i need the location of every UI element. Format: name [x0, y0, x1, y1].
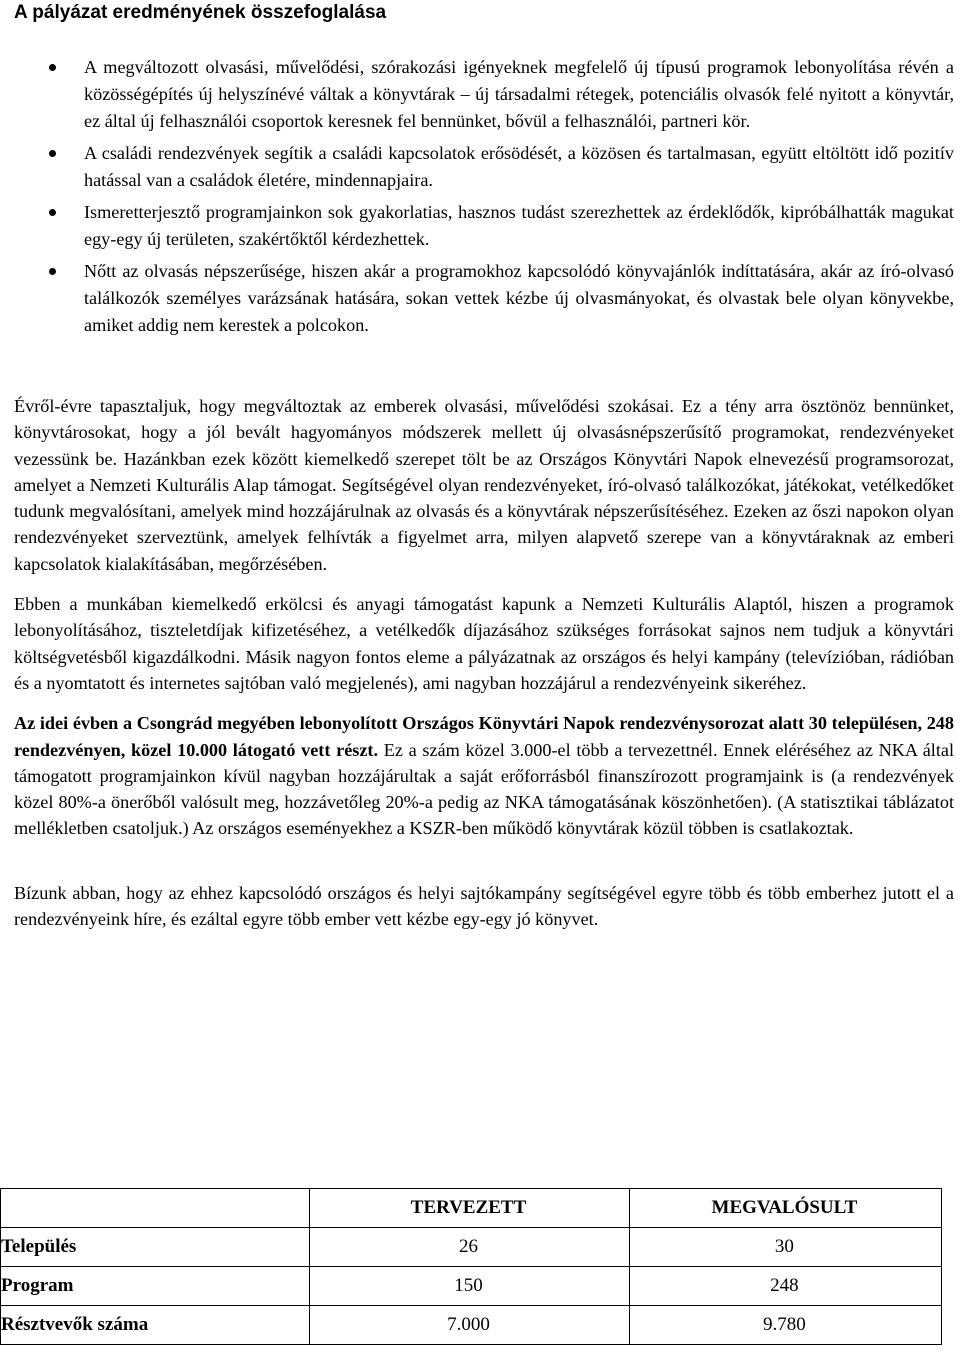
bullet-dot-icon: [49, 64, 56, 71]
table-cell: 30: [629, 1228, 941, 1267]
list-item: [14, 54, 954, 135]
list-item: [14, 258, 954, 339]
paragraph-csongrad-results: [14, 710, 954, 841]
table-header-cell: TERVEZETT: [310, 1189, 630, 1228]
results-bullet-list: [14, 54, 954, 339]
results-highlight: Az idei évben a Csongrád megyében lebonyolított Országos Könyvtári Napok rendezvénysorozat alatt 30 településen, 248 rendezvényen, közel 10.000 látogató vett részt.: [14, 713, 954, 760]
results-detail: Ez a szám közel 3.000-el több a tervezettnél. Ennek eléréséhez az NKA által támogatott programjainkon kívül nagyban hozzájárultak a saját erőforrásból finanszírozott programjaink is (a rendezvények közel 80%-a önerőből valósult meg, hozzávetőleg 20%-a pedig az NKA támogatásának köszönhetően). (A statisztikai táblázatot mellékletben csatoljuk.) Az országos eseményekhez a KSZR-ben működő könyvtárak közül többen is csatlakoztak.: [14, 739, 954, 839]
bullet-text: A megváltozott olvasási, művelődési, szórakozási igényeknek megfelelő új típusú programok lebonyolítása révén a közösségépítés új helyszínévé váltak a könyvtárak – új társadalmi rétegek, potenciális olvasók felé nyitott a könyvtár, ez által új felhasználói csoportok keresnek fel bennünket, bővül a felhasználói, partneri kör.: [84, 57, 954, 131]
paragraph-press-campaign: Bízunk abban, hogy az ehhez kapcsolódó országos és helyi sajtókampány segítségével egyre több és több emberhez jutott el a rendezvényeink híre, és ezáltal egyre több ember vett kézbe egy-egy jó könyvet.: [14, 882, 954, 930]
table-cell: 9.780: [629, 1306, 941, 1345]
paragraph-nka-support: Ebben a munkában kiemelkedő erkölcsi és anyagi támogatást kapunk a Nemzeti Kulturális Alaptól, hiszen a programok lebonyolításához, tiszteletdíjak kifizetéséhez, a vetélkedők díjazásához szükséges forrásokat sajnos nem tudjuk a könyvtári költségvetésből kigazdálkodni. Másik nagyon fontos eleme a pályázatnak az országos és helyi kampány (televízióban, rádióban és a nyomtatott és internetes sajtóban való megjelenés), ami nagyban hozzájárul a rendezvényeink sikeréhez.: [14, 594, 954, 693]
table-header-cell: MEGVALÓSULT: [629, 1189, 941, 1228]
table-cell: 26: [310, 1228, 630, 1267]
bullet-text: A családi rendezvények segítik a családi kapcsolatok erősödését, a közösen és tartalmasan, együtt eltöltött idő pozitív hatással van a családok életére, mindennapjaira.: [84, 143, 954, 190]
table-cell: 150: [310, 1267, 630, 1306]
table-row: [1, 1267, 942, 1306]
table-row: [1, 1228, 942, 1267]
table-header-cell: [1, 1189, 310, 1228]
bullet-dot-icon: [49, 268, 56, 275]
table-row-label: Résztvevők száma: [1, 1306, 310, 1345]
bullet-text: Ismeretterjesztő programjainkon sok gyakorlatias, hasznos tudást szerezhettek az érdeklődők, kipróbálhatták magukat egy-egy új területen, szakértőktől kérdezhettek.: [84, 202, 954, 249]
table-cell: 248: [629, 1267, 941, 1306]
paragraph-reading-habits: Évről-évre tapasztaljuk, hogy megváltoztak az emberek olvasási, művelődési szokásai. Ez a tény arra ösztönöz bennünket, könyvtárosokat, hogy a jól bevált hagyományos módszerek mellett új olvasásnépszerűsítő programokat, rendezvényeket vezessünk be. Hazánkban ezek között kiemelkedő szerepet tölt be az Országos Könyvtári Napok elnevezésű programsorozat, amelyet a Nemzeti Kulturális Alap támogat. Segítségével olyan rendezvényeket, író-olvasó találkozókat, játékokat, vetélkedőket tudunk megvalósítani, amelyek mind hozzájárulnak az olvasás és a könyvtárak népszerűsítéséhez. Ezeken az őszi napokon olyan rendezvényeket szerveztünk, amelyek felhívták a figyelmet arra, milyen alapvető szerepe van a könyvtáraknak az emberi kapcsolatok kialakításában, megőrzésében.: [14, 396, 954, 574]
statistics-table: [0, 1188, 942, 1345]
table-cell: 7.000: [310, 1306, 630, 1345]
list-item: [14, 140, 954, 194]
bullet-dot-icon: [49, 150, 56, 157]
document-page: [14, 0, 954, 932]
table-row: [1, 1306, 942, 1345]
page-title: A pályázat eredményének összefoglalása: [14, 2, 387, 23]
bullet-dot-icon: [49, 209, 56, 216]
bullet-text: Nőtt az olvasás népszerűsége, hiszen akár a programokhoz kapcsolódó könyvajánlók indíttatására, akár az író-olvasó találkozók személyes varázsának hatására, sokan vettek kézbe új olvasmányokat, és olvastak bele olyan könyvekbe, amiket addig nem kerestek a polcokon.: [84, 261, 954, 335]
table-header-row: [1, 1189, 942, 1228]
table-row-label: Település: [1, 1228, 310, 1267]
list-item: [14, 199, 954, 253]
table-row-label: Program: [1, 1267, 310, 1306]
